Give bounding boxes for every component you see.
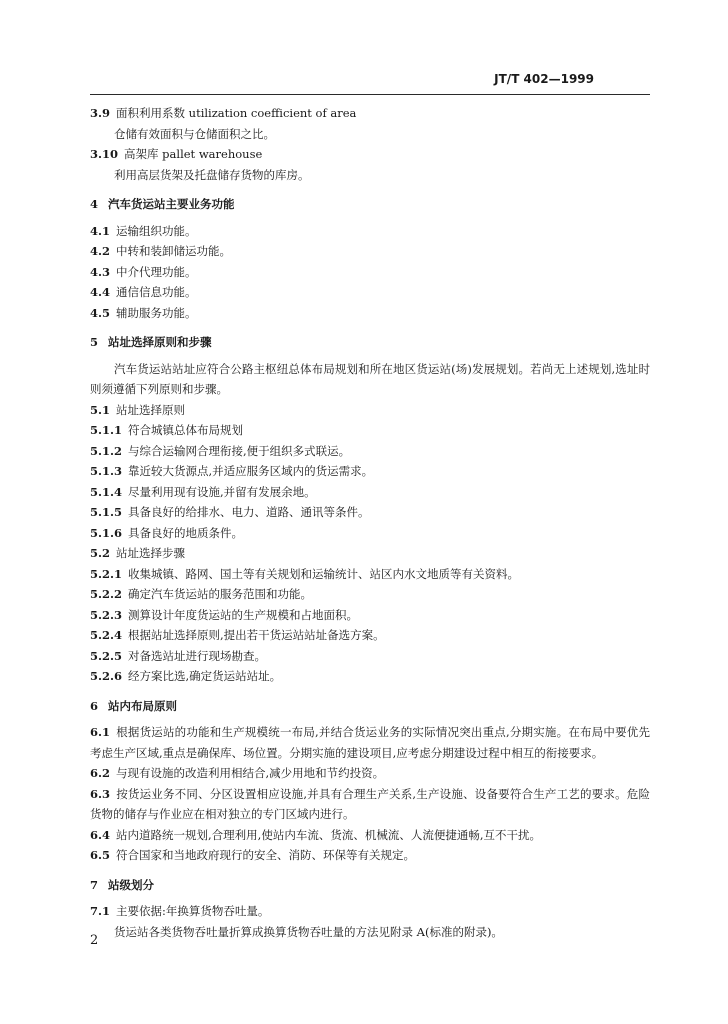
term-title: 面积利用系数 utilization coefficient of area <box>116 106 357 120</box>
clause-4-5 <box>90 303 650 324</box>
clause-number: 5.2.1 <box>90 566 123 581</box>
clause-text: 中转和装卸储运功能。 <box>116 244 232 258</box>
section-5-intro: 汽车货运站站址应符合公路主枢纽总体布局规划和所在地区货运站(场)发展规划。若尚无上述规划,选址时则须遵循下列原则和步骤。 <box>90 361 650 396</box>
section-number: 5 <box>90 335 99 349</box>
standard-code-header: JT/T 402—1999 <box>494 72 594 86</box>
term-title: 高架库 pallet warehouse <box>124 147 263 161</box>
clause-number: 6.3 <box>90 786 111 801</box>
section-heading-6 <box>90 696 650 717</box>
clause-text: 通信信息功能。 <box>116 285 197 299</box>
clause-text: 中介代理功能。 <box>116 264 197 279</box>
clause-number: 5.2.5 <box>90 648 123 663</box>
clause-number: 4.3 <box>90 264 111 279</box>
section-title: 站级划分 <box>108 877 155 892</box>
clause-4-2 <box>90 241 650 262</box>
clause-6-1 <box>90 722 650 763</box>
section-title: 站址选择原则和步骤 <box>108 335 212 349</box>
clause-number: 6.5 <box>90 848 111 862</box>
clause-6-4 <box>90 825 650 846</box>
clause-5-1-2 <box>90 441 650 462</box>
clause-text: 根据站址选择原则,提出若干货运站站址备选方案。 <box>128 628 385 642</box>
clause-number: 5.1 <box>90 402 111 417</box>
clause-number: 5.2.6 <box>90 669 123 683</box>
clause-text: 测算设计年度货运站的生产规模和占地面积。 <box>128 607 359 622</box>
clause-4-1 <box>90 221 650 242</box>
section-heading-5 <box>90 332 650 353</box>
clause-4-3 <box>90 262 650 283</box>
clause-5-2-5 <box>90 646 650 667</box>
clause-text: 与综合运输网合理衔接,便于组织多式联运。 <box>128 443 351 458</box>
clause-5-1-5 <box>90 502 650 523</box>
clause-4-4 <box>90 282 650 303</box>
clause-5-2-4 <box>90 625 650 646</box>
clause-5-2-1 <box>90 564 650 585</box>
clause-number: 5.1.3 <box>90 464 123 478</box>
clause-title: 站址选择原则 <box>116 402 186 417</box>
clause-text: 与现有设施的改造利用相结合,减少用地和节约投资。 <box>116 766 385 780</box>
section-number: 4 <box>90 197 99 211</box>
clause-number: 5.2.3 <box>90 607 123 622</box>
clause-5-1-1 <box>90 420 650 441</box>
clause-number: 6.1 <box>90 725 111 739</box>
clause-number: 5.1.2 <box>90 443 123 458</box>
clause-number: 4.5 <box>90 305 111 320</box>
clause-number: 6.2 <box>90 766 111 780</box>
section-title: 汽车货运站主要业务功能 <box>108 197 235 211</box>
clause-text: 符合城镇总体布局规划 <box>128 423 244 437</box>
term-definition: 仓储有效面积与仓储面积之比。 <box>114 126 275 141</box>
header-rule <box>90 94 650 95</box>
clause-text: 辅助服务功能。 <box>116 305 197 320</box>
clause-text: 尽量利用现有设施,并留有发展余地。 <box>128 484 316 499</box>
clause-6-3 <box>90 784 650 825</box>
clause-7-1 <box>90 901 650 922</box>
term-definition: 利用高层货架及托盘储存货物的库房。 <box>114 167 310 182</box>
clause-5-2-3 <box>90 605 650 626</box>
clause-number: 5.2 <box>90 546 111 560</box>
term-3-9 <box>90 103 650 124</box>
clause-5-2-2 <box>90 584 650 605</box>
clause-6-2 <box>90 763 650 784</box>
clause-text: 确定汽车货运站的服务范围和功能。 <box>128 587 313 601</box>
clause-number: 6.4 <box>90 827 111 842</box>
section-title: 站内布局原则 <box>108 698 178 713</box>
clause-text: 对备选站址进行现场勘查。 <box>128 648 267 663</box>
clause-5-1-6 <box>90 523 650 544</box>
clause-text: 符合国家和当地政府现行的安全、消防、环保等有关规定。 <box>116 848 416 862</box>
clause-number: 5.2.4 <box>90 628 123 642</box>
clause-title: 站址选择步骤 <box>116 546 186 560</box>
clause-number: 5.2.2 <box>90 587 123 601</box>
clause-5-2 <box>90 543 650 564</box>
clause-number: 5.1.6 <box>90 525 123 540</box>
clause-number: 4.2 <box>90 244 111 258</box>
clause-text: 主要依据:年换算货物吞吐量。 <box>116 904 270 918</box>
clause-5-2-6 <box>90 666 650 687</box>
clause-5-1 <box>90 400 650 421</box>
clause-text: 靠近较大货源点,并适应服务区域内的货运需求。 <box>128 464 374 478</box>
clause-5-1-4 <box>90 482 650 503</box>
clause-number: 3.9 <box>90 106 111 120</box>
clause-text: 具备良好的给排水、电力、道路、通讯等条件。 <box>128 505 370 519</box>
clause-text: 经方案比选,确定货运站站址。 <box>128 669 282 683</box>
section-heading-7 <box>90 875 650 896</box>
clause-6-5 <box>90 845 650 866</box>
clause-number: 3.10 <box>90 147 119 161</box>
clause-number: 5.1.1 <box>90 423 123 437</box>
page-number: 2 <box>90 933 99 948</box>
clause-text: 具备良好的地质条件。 <box>128 525 244 540</box>
clause-number: 4.4 <box>90 285 111 299</box>
clause-text: 收集城镇、路网、国土等有关规划和运输统计、站区内水文地质等有关资料。 <box>128 566 520 581</box>
clause-5-1-3 <box>90 461 650 482</box>
term-3-10 <box>90 144 650 165</box>
section-heading-4 <box>90 194 650 215</box>
clause-number: 4.1 <box>90 223 111 238</box>
section-number: 6 <box>90 698 99 713</box>
clause-text: 根据货运站的功能和生产规模统一布局,并结合货运业务的实际情况突出重点,分期实施。在布局中要优先考虑生产区域,重点是确保库、场位置。分期实施的建设项目,应考虑分期建设过程中相互的衔接要求。 <box>90 725 650 760</box>
clause-text: 运输组织功能。 <box>116 223 197 238</box>
clause-7-1-note: 货运站各类货物吞吐量折算成换算货物吞吐量的方法见附录 A(标准的附录)。 <box>114 924 503 939</box>
clause-number: 5.1.4 <box>90 484 123 499</box>
clause-number: 5.1.5 <box>90 505 123 519</box>
clause-text: 按货运业务不同、分区设置相应设施,并具有合理生产关系,生产设施、设备要符合生产工艺的要求。危险货物的储存与作业应在相对独立的专门区域内进行。 <box>90 786 650 821</box>
document-body <box>90 103 650 942</box>
clause-number: 7.1 <box>90 904 111 918</box>
section-number: 7 <box>90 877 99 892</box>
clause-text: 站内道路统一规划,合理利用,使站内车流、货流、机械流、人流便捷通畅,互不干扰。 <box>116 827 541 842</box>
